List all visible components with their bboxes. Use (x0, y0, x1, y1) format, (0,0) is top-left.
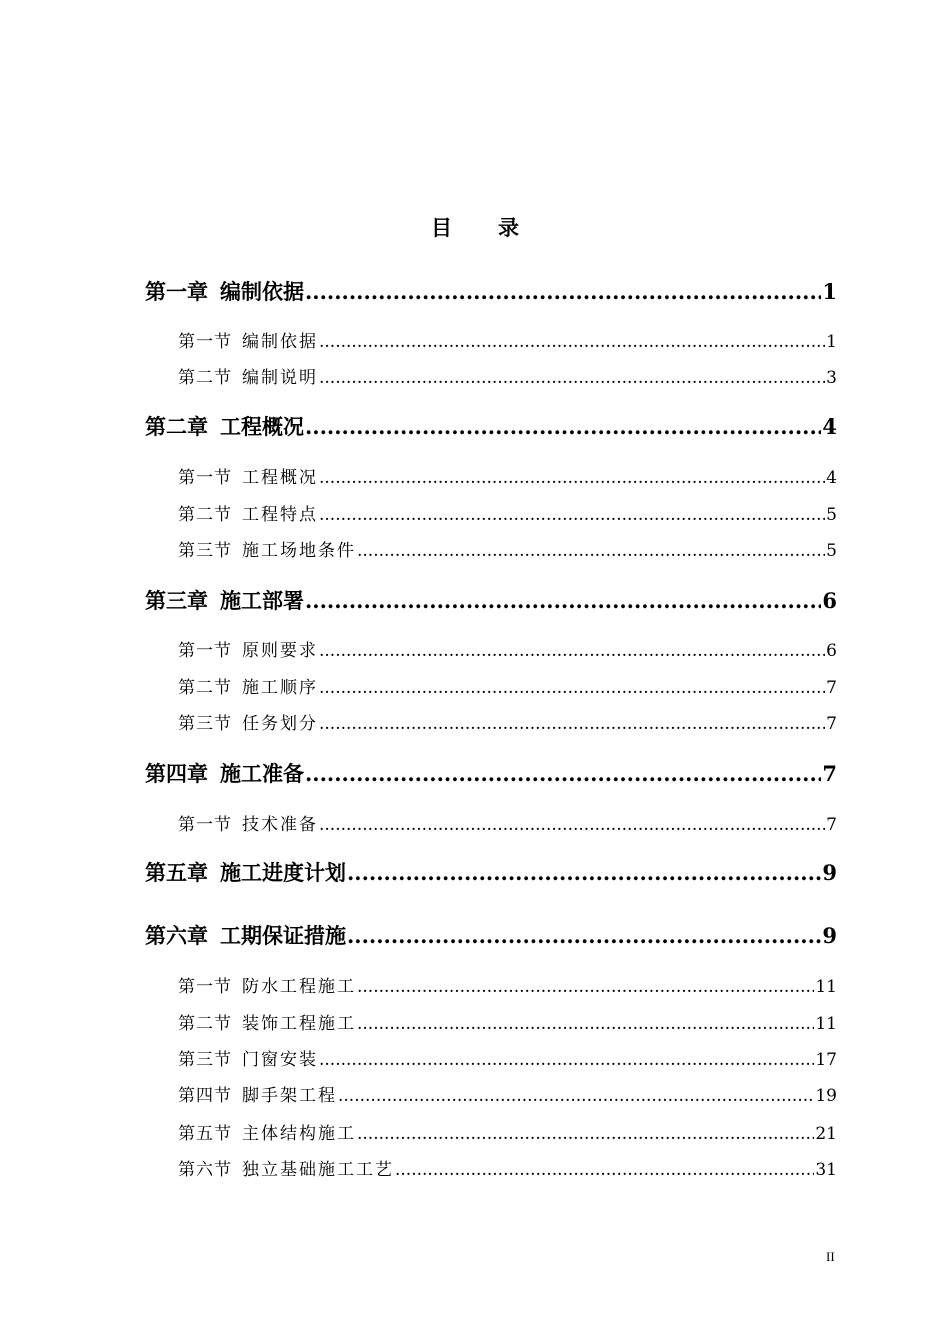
toc-entry-page: 7 (822, 761, 837, 786)
toc-dot-leader (305, 279, 821, 304)
toc-dot-leader (357, 1124, 814, 1144)
toc-entry-number: 第五节 (178, 1124, 232, 1144)
toc-entry-number: 第一节 (178, 815, 232, 835)
toc-entry-number: 第三节 (178, 714, 232, 734)
toc-entry-title: 工期保证措施 (220, 923, 346, 948)
toc-chapter-entry[interactable] (145, 411, 837, 441)
toc-entry-page: 6 (822, 588, 837, 613)
toc-dot-leader (357, 541, 825, 561)
toc-section-entry[interactable] (178, 810, 837, 835)
toc-entry-title: 技术准备 (242, 815, 318, 835)
toc-entry-number: 第二章 (145, 414, 208, 439)
toc-chapter-entry[interactable] (145, 857, 837, 887)
toc-entry-title: 任务划分 (242, 714, 318, 734)
toc-entry-number: 第三章 (145, 588, 208, 613)
toc-entry-title: 装饰工程施工 (242, 1014, 356, 1034)
toc-entry-page: 9 (822, 860, 837, 885)
toc-section-entry[interactable] (178, 500, 837, 525)
toc-entry-page: 3 (826, 368, 837, 388)
toc-entry-page: 5 (826, 505, 837, 525)
toc-entry-title: 施工进度计划 (220, 860, 346, 885)
toc-section-entry[interactable] (178, 673, 837, 698)
toc-dot-leader (319, 468, 825, 488)
toc-entry-number: 第四节 (178, 1086, 232, 1106)
toc-entry-title: 脚手架工程 (242, 1086, 337, 1106)
toc-entry-title: 独立基础施工工艺 (242, 1160, 394, 1180)
toc-chapter-entry[interactable] (145, 585, 837, 615)
toc-entry-title: 编制说明 (242, 368, 318, 388)
toc-entry-page: 4 (822, 414, 837, 439)
toc-entry-title: 工程概况 (242, 468, 318, 488)
toc-entry-page: 11 (815, 1014, 837, 1034)
toc-entry-page: 5 (826, 541, 837, 561)
toc-dot-leader (305, 588, 821, 613)
toc-section-entry[interactable] (178, 1155, 837, 1180)
toc-entry-title: 编制依据 (242, 332, 318, 352)
toc-dot-leader (319, 332, 825, 352)
toc-entry-page: 7 (826, 678, 837, 698)
toc-dot-leader (319, 505, 825, 525)
toc-section-entry[interactable] (178, 327, 837, 352)
toc-section-entry[interactable] (178, 972, 837, 997)
toc-dot-leader (305, 414, 821, 439)
toc-entry-title: 施工部署 (220, 588, 304, 613)
toc-entry-title: 施工场地条件 (242, 541, 356, 561)
toc-chapter-entry[interactable] (145, 276, 837, 306)
toc-entry-page: 9 (822, 923, 837, 948)
toc-section-entry[interactable] (178, 1081, 837, 1106)
toc-section-entry[interactable] (178, 536, 837, 561)
toc-dot-leader (319, 1050, 814, 1070)
toc-entry-title: 原则要求 (242, 641, 318, 661)
toc-entry-number: 第一节 (178, 468, 232, 488)
toc-entry-number: 第二节 (178, 1014, 232, 1034)
page-number-footer: II (826, 1249, 835, 1264)
toc-entry-title: 防水工程施工 (242, 977, 356, 997)
toc-entry-number: 第二节 (178, 505, 232, 525)
toc-section-entry[interactable] (178, 709, 837, 734)
toc-entry-title: 主体结构施工 (242, 1124, 356, 1144)
toc-entry-number: 第二节 (178, 678, 232, 698)
toc-dot-leader (395, 1160, 814, 1180)
toc-chapter-entry[interactable] (145, 758, 837, 788)
toc-dot-leader (319, 714, 825, 734)
toc-entry-page: 6 (826, 641, 837, 661)
toc-dot-leader (338, 1086, 814, 1106)
toc-entry-page: 7 (826, 714, 837, 734)
toc-dot-leader (357, 1014, 814, 1034)
toc-entry-number: 第一节 (178, 977, 232, 997)
toc-section-entry[interactable] (178, 363, 837, 388)
toc-entry-title: 工程特点 (242, 505, 318, 525)
toc-entry-page: 19 (815, 1086, 837, 1106)
toc-entry-page: 7 (826, 815, 837, 835)
toc-section-entry[interactable] (178, 1045, 837, 1070)
toc-entry-page: 21 (815, 1124, 837, 1144)
toc-entry-number: 第六章 (145, 923, 208, 948)
toc-entry-title: 编制依据 (220, 279, 304, 304)
toc-entry-title: 门窗安装 (242, 1050, 318, 1070)
toc-entry-number: 第一节 (178, 641, 232, 661)
toc-entry-page: 4 (826, 468, 837, 488)
toc-chapter-entry[interactable] (145, 920, 837, 950)
toc-dot-leader (357, 977, 814, 997)
toc-dot-leader (319, 678, 825, 698)
toc-section-entry[interactable] (178, 1009, 837, 1034)
toc-entry-title: 施工顺序 (242, 678, 318, 698)
toc-section-entry[interactable] (178, 1119, 837, 1144)
toc-entry-title: 施工准备 (220, 761, 304, 786)
toc-entry-number: 第一章 (145, 279, 208, 304)
toc-dot-leader (347, 860, 821, 885)
toc-entry-page: 1 (826, 332, 837, 352)
toc-dot-leader (305, 761, 821, 786)
toc-entry-page: 31 (815, 1160, 837, 1180)
toc-dot-leader (319, 641, 825, 661)
toc-dot-leader (319, 368, 825, 388)
toc-entry-number: 第三节 (178, 1050, 232, 1070)
toc-entry-page: 1 (822, 279, 837, 304)
toc-dot-leader (319, 815, 825, 835)
toc-entry-number: 第二节 (178, 368, 232, 388)
toc-dot-leader (347, 923, 821, 948)
toc-entry-number: 第三节 (178, 541, 232, 561)
toc-entry-page: 17 (815, 1050, 837, 1070)
toc-section-entry[interactable] (178, 463, 837, 488)
toc-title-part2: 录 (498, 215, 519, 240)
toc-section-entry[interactable] (178, 636, 837, 661)
toc-title-part1: 目 (431, 215, 452, 240)
toc-entry-number: 第五章 (145, 860, 208, 885)
toc-entry-number: 第四章 (145, 761, 208, 786)
toc-entry-page: 11 (815, 977, 837, 997)
toc-entry-number: 第六节 (178, 1160, 232, 1180)
toc-entry-number: 第一节 (178, 332, 232, 352)
toc-entry-title: 工程概况 (220, 414, 304, 439)
